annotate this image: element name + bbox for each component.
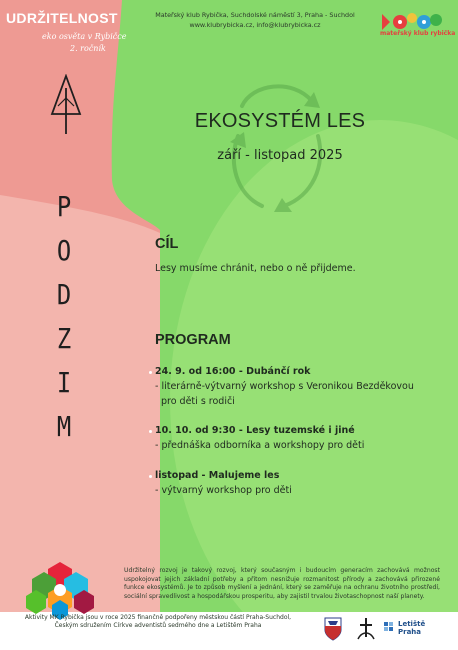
contact-block bbox=[155, 10, 355, 30]
brand-edition: 2. ročník bbox=[70, 44, 106, 53]
program-event bbox=[155, 423, 435, 453]
podzim-letter: Z bbox=[56, 322, 72, 355]
event-heading: listopad - Malujeme les bbox=[155, 470, 280, 481]
bullet-icon bbox=[149, 475, 152, 478]
bullet-icon bbox=[149, 371, 152, 374]
sdg-goals-icon bbox=[20, 560, 100, 620]
podzim-letter: M bbox=[56, 410, 72, 443]
podzim-letter: P bbox=[56, 190, 72, 223]
tree-icon bbox=[48, 74, 84, 136]
recycle-icon bbox=[222, 66, 332, 226]
event-detail: pro děti s rodiči bbox=[161, 396, 235, 407]
program-event bbox=[155, 468, 435, 498]
event-title: EKOSYSTÉM LES bbox=[194, 110, 366, 132]
event-detail: - literárně-výtvarný workshop s Veronikou Bezděkovou bbox=[155, 381, 414, 392]
contact-web-email[interactable]: www.klubrybicka.cz, info@klubrybicka.cz bbox=[189, 21, 321, 29]
podzim-letter: I bbox=[56, 366, 72, 399]
bullet-icon bbox=[149, 430, 152, 433]
vertical-word-podzim bbox=[44, 185, 84, 449]
adventist-church-icon bbox=[356, 617, 376, 641]
footer-line: Českým sdružením Církve adventistů sedmého dne a Letištěm Praha bbox=[54, 622, 262, 629]
event-heading: 10. 10. od 9:30 - Lesy tuzemské i jiné bbox=[155, 425, 355, 436]
airport-logo-text bbox=[398, 620, 425, 636]
podzim-letter: O bbox=[56, 234, 72, 267]
suchdol-crest-icon bbox=[324, 617, 342, 641]
event-heading: 24. 9. od 16:00 - Dubánčí rok bbox=[155, 366, 311, 377]
footer-line: Aktivity MK Rybička jsou v roce 2025 finančně podpořeny městskou částí Praha-Suchdol, bbox=[24, 614, 292, 621]
brand-title: UDRŽITELNOST bbox=[6, 10, 118, 26]
event-detail: - přednáška odborníka a workshopy pro děti bbox=[155, 440, 365, 451]
event-detail: - výtvarný workshop pro děti bbox=[155, 485, 292, 496]
program-heading: PROGRAM bbox=[155, 332, 231, 348]
podzim-letter: D bbox=[56, 278, 72, 311]
program-event bbox=[155, 364, 435, 409]
sustainability-definition: Udržitelný rozvoj je takový rozvoj, který současným i budoucím generacím zachovává možnost uspokojovat jejich základní potřeby a přitom nesnižuje rozmanitost přírody a zachovává přirozené funkce ekosystémů. Je to způsob myšlení a jednání, který se zaměřuje na ochranu životního prostředí, sociální spravedlivost a hospodářskou prosperitu, aby zajistil trvalou životaschopnost naší planety. bbox=[124, 567, 440, 600]
event-period: září - listopad 2025 bbox=[217, 148, 343, 163]
logo-text: mateřský klub rybička bbox=[380, 30, 456, 37]
goal-text: Lesy musíme chránit, nebo o ně přijdeme. bbox=[155, 263, 356, 274]
airport-name: Letiště bbox=[398, 620, 426, 628]
contact-address: Mateřský klub Rybička, Suchdolské náměstí 3, Praha - Suchdol bbox=[155, 11, 355, 19]
airport-city: Praha bbox=[398, 628, 422, 636]
footer-sponsors bbox=[8, 614, 308, 630]
goal-heading: CÍL bbox=[155, 236, 179, 252]
brand-subtitle: eko osvěta v Rybičce bbox=[42, 32, 127, 41]
